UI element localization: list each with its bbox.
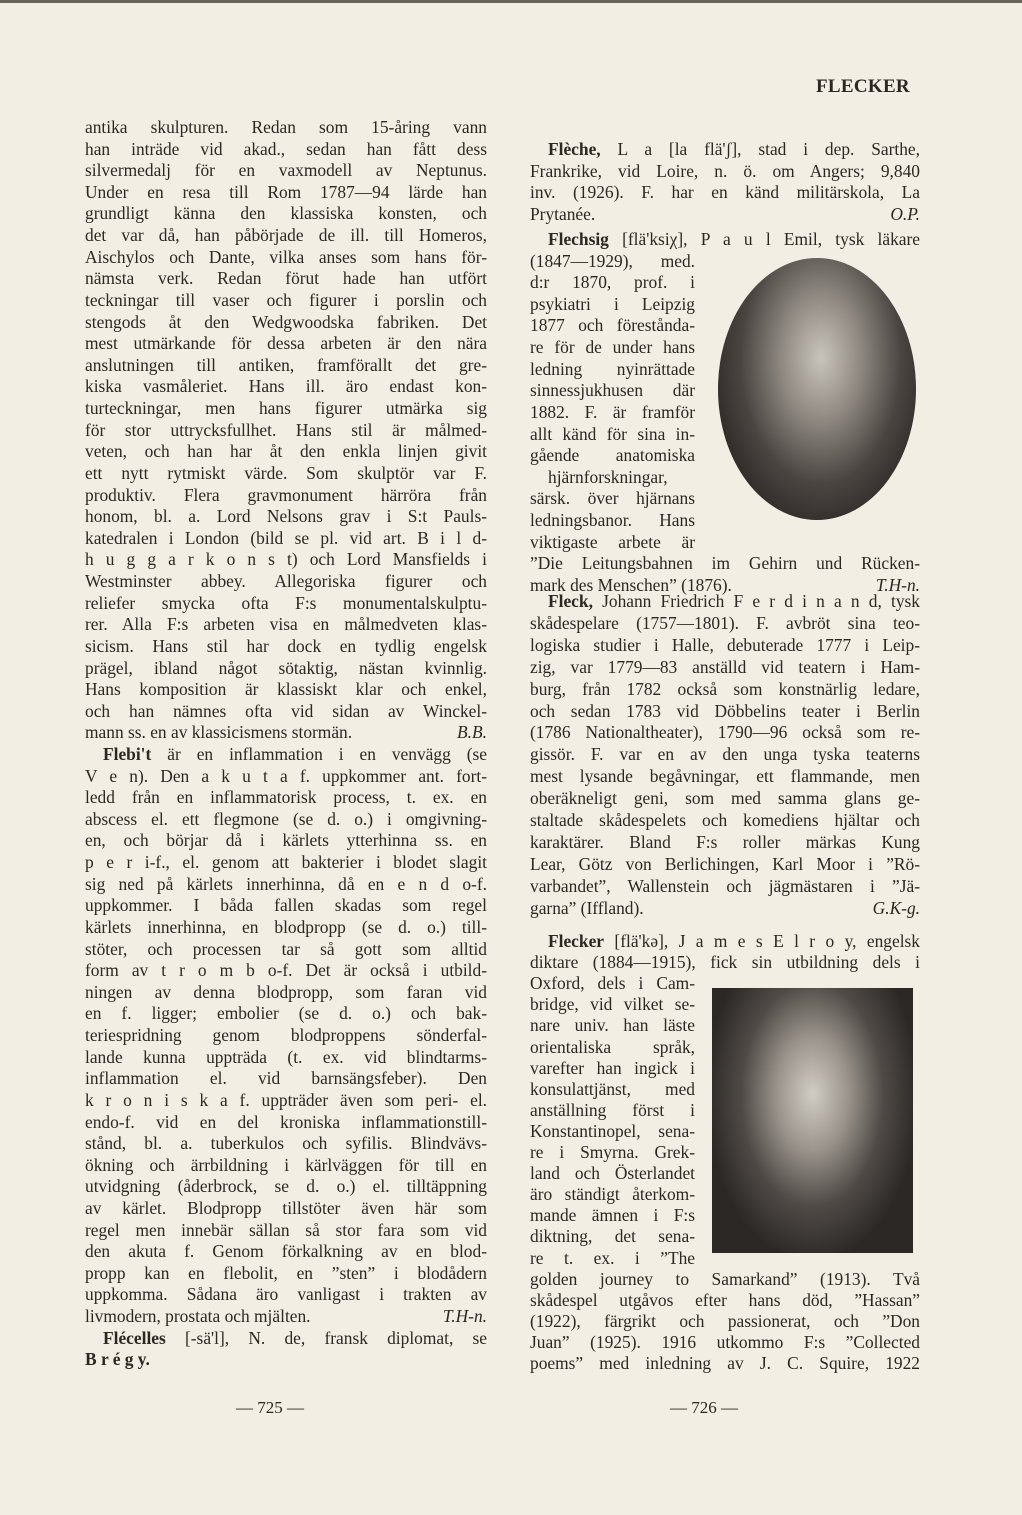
text-line bbox=[530, 553, 920, 575]
text-line bbox=[530, 251, 695, 273]
text-line bbox=[548, 591, 920, 613]
text-line bbox=[85, 701, 487, 723]
line-text: d:r 1870, prof. i bbox=[530, 272, 695, 293]
line-text: varbandet”, Wallenstein och jägmästaren i ”Jä- bbox=[530, 875, 920, 896]
line-text: katedralen i London (bild se pl. vid art. B i l d- bbox=[85, 527, 487, 548]
text-line bbox=[530, 1142, 695, 1164]
line-text: mark des Menschen” (1876). bbox=[530, 574, 732, 595]
line-text: h u g g a r k o n s t) och Lord Mansfields i bbox=[85, 549, 487, 570]
text-line bbox=[85, 917, 487, 939]
text-line bbox=[85, 376, 487, 398]
text-line bbox=[85, 485, 487, 507]
line-text: skådespelare (1757—1801). F. avbröt sina teo- bbox=[530, 612, 920, 633]
text-line bbox=[85, 182, 487, 204]
text-line bbox=[530, 445, 695, 467]
line-text: diktning, det sena- bbox=[530, 1226, 695, 1247]
text-line bbox=[85, 809, 487, 831]
author-signature: T.H-n. bbox=[442, 1306, 487, 1327]
line-text: diktare (1884—1915), fick sin utbildning dels i bbox=[530, 952, 920, 973]
text-line bbox=[548, 139, 920, 161]
line-text: särsk. över hjärnans bbox=[530, 488, 695, 509]
line-text: golden journey to Samarkand” (1913). Två bbox=[530, 1268, 920, 1289]
text-line bbox=[85, 1176, 487, 1198]
line-text: logiska studier i Halle, debuterade 1777 i Leip- bbox=[530, 634, 920, 655]
text-line bbox=[85, 636, 487, 658]
line-text: endo-f. vid en del kroniska inflammationstill- bbox=[85, 1111, 487, 1132]
line-text: veten, och han har åt den enkla linjen givit bbox=[85, 441, 487, 462]
line-text: uppkomma. Sådana äro vanligast i trakten av bbox=[85, 1284, 487, 1305]
line-text: L a [la flä'ʃ], stad i dep. Sarthe, bbox=[600, 139, 920, 159]
line-text: burg, från 1782 också som konstnärlig ledare, bbox=[530, 678, 920, 699]
line-text: kärlets innerhinna, en blodpropp (se d. o.) till- bbox=[85, 916, 487, 937]
line-text: ökning och ärrbildning i kärlväggen för till en bbox=[85, 1154, 487, 1175]
text-line bbox=[530, 679, 920, 701]
line-text: antika skulpturen. Redan som 15-åring vann bbox=[85, 117, 487, 137]
text-line bbox=[530, 1037, 695, 1059]
line-text: anslutningen till antiken, framförallt det gre- bbox=[85, 354, 487, 375]
text-line bbox=[530, 1079, 695, 1101]
text-line bbox=[530, 898, 920, 920]
text-line bbox=[85, 830, 487, 852]
line-text: skådespel utgåvos efter hans död, ”Hassan” bbox=[530, 1289, 920, 1310]
line-text: mann ss. en av klassicismens stormän. bbox=[85, 722, 353, 743]
author-signature: G.K-g. bbox=[872, 897, 920, 918]
line-text: teckningar till vaser och figurer i porslin och bbox=[85, 289, 487, 310]
text-line bbox=[85, 139, 487, 161]
line-text: form av t r o m b o-f. Det är också i utbild- bbox=[85, 960, 487, 981]
line-text: Westminster abbey. Allegoriska figurer och bbox=[85, 571, 487, 592]
line-text: viktigaste arbete är bbox=[530, 531, 695, 552]
text-line bbox=[85, 1090, 487, 1112]
text-line bbox=[530, 1353, 920, 1375]
line-text: abscess el. ett flegmone (se d. o.) i omgivning- bbox=[85, 808, 487, 829]
portrait-paul-emil-flechsig bbox=[718, 258, 916, 520]
line-text: mest utmärkande för dessa arbeten är den nära bbox=[85, 333, 487, 354]
line-text: Konstantinopel, sena- bbox=[530, 1120, 695, 1141]
line-text: re för de under hans bbox=[530, 337, 695, 358]
text-line bbox=[530, 1269, 920, 1291]
text-line bbox=[530, 1332, 920, 1354]
line-text: stengods åt den Wedgwoodska fabriken. Det bbox=[85, 311, 487, 332]
line-text: sinnessjukhusen där bbox=[530, 380, 695, 401]
text-line bbox=[85, 658, 487, 680]
line-text: stöter, och processen tar så gott som alltid bbox=[85, 938, 487, 959]
text-line bbox=[85, 268, 487, 290]
line-text: prägel, ibland något sötaktig, nästan kvinnlig. bbox=[85, 657, 487, 678]
line-text: turteckningar, men hans figurer utmärka sig bbox=[85, 398, 487, 419]
line-text: inv. (1926). F. har en känd militärskola, La bbox=[530, 182, 920, 203]
text-line bbox=[85, 247, 487, 269]
line-text: en, och börjar då i kärlets ytterhinna ss. en bbox=[85, 830, 487, 851]
line-text: varefter han ingick i bbox=[530, 1057, 695, 1078]
text-line bbox=[530, 994, 695, 1016]
line-text: hjärnforskningar, bbox=[548, 466, 668, 487]
line-text: gissör. F. var en av den unga tyska teaterns bbox=[530, 744, 920, 765]
line-text: re i Smyrna. Grek- bbox=[530, 1142, 695, 1162]
line-text: uppkommer. I båda fallen skadas som regel bbox=[85, 895, 487, 916]
text-line bbox=[530, 973, 695, 995]
line-text: 1882. F. är framför bbox=[530, 401, 695, 422]
text-line bbox=[85, 333, 487, 355]
line-text: mest lysande begåvningar, ett flammande, men bbox=[530, 766, 920, 787]
text-line bbox=[530, 1015, 695, 1037]
text-line bbox=[530, 657, 920, 679]
text-line bbox=[85, 895, 487, 917]
text-line bbox=[85, 312, 487, 334]
text-line bbox=[530, 1100, 695, 1122]
text-line bbox=[530, 810, 920, 832]
text-line bbox=[530, 204, 920, 226]
text-line bbox=[530, 1121, 695, 1143]
line-text: [flä'kə], J a m e s E l r o y, engelsk bbox=[604, 931, 920, 951]
text-line bbox=[85, 787, 487, 809]
text-line bbox=[85, 1263, 487, 1285]
entry-headword: Flécelles bbox=[103, 1327, 166, 1348]
text-line bbox=[85, 1198, 487, 1220]
line-text: ledd från en inflammatorisk process, t. ex. en bbox=[85, 787, 487, 808]
text-line bbox=[85, 1349, 487, 1371]
line-text: staltade skådespelets och komediens hjältar och bbox=[530, 810, 920, 830]
text-line bbox=[85, 203, 487, 225]
line-text: psykiatri i Leipzig bbox=[530, 293, 695, 314]
text-line bbox=[85, 506, 487, 528]
text-line bbox=[548, 229, 920, 251]
text-line bbox=[85, 441, 487, 463]
text-line bbox=[103, 1328, 487, 1350]
line-text: rer. Alla F:s arbeten visa en målmedveten klas- bbox=[85, 614, 487, 635]
line-text: (1847—1929), med. bbox=[530, 250, 695, 271]
line-text: nare univ. han läste bbox=[530, 1015, 695, 1036]
line-text: allt känd för sina in- bbox=[530, 423, 695, 444]
line-text: oberäkneligt geni, som med samma glans ge- bbox=[530, 788, 920, 809]
line-text: sig ned på kärlets innerhinna, då en e n d o-f. bbox=[85, 873, 487, 894]
line-text: sicism. Hans stil har dock en tydlig engelsk bbox=[85, 635, 487, 656]
line-text: honom, bl. a. Lord Nelsons grav i S:t Pauls- bbox=[85, 506, 487, 527]
text-line bbox=[85, 571, 487, 593]
text-line bbox=[85, 420, 487, 442]
text-line bbox=[530, 701, 920, 723]
running-head: FLECKER bbox=[816, 76, 910, 97]
line-text: bridge, vid vilket se- bbox=[530, 994, 695, 1015]
line-text: ett nytt rytmiskt värde. Som skulptör var F. bbox=[85, 462, 487, 483]
line-text: äro ständigt återkom- bbox=[530, 1184, 695, 1205]
line-text: poems” med inledning av J. C. Squire, 1922 bbox=[530, 1353, 920, 1373]
line-text: zig, var 1779—83 anställd vid teatern i Ham- bbox=[530, 656, 920, 677]
line-text: Oxford, dels i Cam- bbox=[530, 973, 695, 994]
line-text: Juan” (1925). 1916 utkommo F:s ”Collected bbox=[530, 1331, 920, 1352]
text-line bbox=[530, 1205, 695, 1227]
text-line bbox=[530, 832, 920, 854]
text-line bbox=[530, 1290, 920, 1312]
line-text: ledningsbanor. Hans bbox=[530, 510, 695, 531]
text-line bbox=[530, 1058, 695, 1080]
text-line bbox=[85, 117, 487, 139]
text-line bbox=[85, 1155, 487, 1177]
line-text: ”Die Leitungsbahnen im Gehirn und Rücken- bbox=[530, 553, 920, 574]
text-line bbox=[85, 1068, 487, 1090]
author-signature: B.B. bbox=[457, 722, 487, 743]
text-line bbox=[85, 874, 487, 896]
line-text: [flä'ksiχ], P a u l Emil, tysk läkare bbox=[608, 229, 920, 249]
line-text: konsulattjänst, med bbox=[530, 1078, 695, 1099]
line-text: Frankrike, vid Loire, n. ö. om Angers; 9,840 bbox=[530, 160, 920, 181]
text-line bbox=[85, 593, 487, 615]
text-line bbox=[530, 766, 920, 788]
entry-headword: Fleck, bbox=[548, 591, 593, 611]
text-line bbox=[85, 1025, 487, 1047]
line-text: V e n). Den a k u t a f. uppkommer ant. fort- bbox=[85, 765, 487, 786]
text-line bbox=[530, 1311, 920, 1333]
text-line bbox=[85, 1284, 487, 1306]
text-line bbox=[85, 1003, 487, 1025]
line-text: kiska vasmåleriet. Hans ill. äro endast kon- bbox=[85, 376, 487, 397]
line-text: Lear, Götz von Berlichingen, Karl Moor i ”Rö- bbox=[530, 853, 920, 874]
author-signature: O.P. bbox=[890, 203, 920, 224]
line-text: teriespridning genom blodproppens sönderfal- bbox=[85, 1025, 487, 1046]
text-line bbox=[530, 635, 920, 657]
line-text: lande kunna uppträda (t. ex. vid blindtarms- bbox=[85, 1046, 487, 1067]
text-line bbox=[530, 182, 920, 204]
text-line bbox=[530, 788, 920, 810]
text-line bbox=[548, 467, 695, 489]
text-line bbox=[85, 1220, 487, 1242]
text-line bbox=[530, 294, 695, 316]
entry-headword: Flebi't bbox=[103, 743, 152, 764]
text-line bbox=[85, 355, 487, 377]
text-line bbox=[85, 549, 487, 571]
page-number-left: — 725 — bbox=[236, 1398, 304, 1417]
line-text: Under en resa till Rom 1787—94 lärde han bbox=[85, 181, 487, 202]
line-text: Hans komposition är klassiskt klar och enkel, bbox=[85, 679, 487, 700]
text-line bbox=[530, 1163, 695, 1185]
line-text: och sedan 1783 vid Döbbelins teater i Berlin bbox=[530, 700, 920, 721]
text-line bbox=[85, 528, 487, 550]
line-text: propp kan en flebolit, en ”sten” i blodådern bbox=[85, 1262, 487, 1283]
line-text: regel men innebär sällan så stor fara som vid bbox=[85, 1219, 487, 1240]
line-text: garna” (Iffland). bbox=[530, 897, 644, 918]
author-signature: T.H-n. bbox=[875, 574, 920, 595]
text-line bbox=[85, 160, 487, 182]
line-text: ledning nyinrättade bbox=[530, 358, 695, 379]
line-text: grundligt känna den klassiska konsten, och bbox=[85, 203, 487, 224]
line-text: (1786 Nationaltheater), 1790—96 också som re- bbox=[530, 722, 920, 743]
text-line bbox=[530, 952, 920, 974]
line-text: nämsta verk. Redan förut hade han utfört bbox=[85, 268, 487, 289]
text-line bbox=[85, 722, 487, 744]
text-line bbox=[530, 876, 920, 898]
line-text: av kärlet. Blodpropp tillstöter även här som bbox=[85, 1198, 487, 1218]
text-line bbox=[530, 532, 695, 554]
text-line bbox=[85, 1047, 487, 1069]
line-text: det var då, han påbörjade de ill. till Homeros, bbox=[85, 225, 487, 246]
line-text: produktiv. Flera gravmonument härröra från bbox=[85, 484, 487, 505]
text-line bbox=[85, 614, 487, 636]
text-line bbox=[85, 939, 487, 961]
line-text: ningen av denna blodpropp, som faran vid bbox=[85, 981, 487, 1002]
line-text: för stor uttrycksfullhet. Hans stil är målmed- bbox=[85, 419, 487, 440]
text-line bbox=[530, 510, 695, 532]
text-line bbox=[530, 272, 695, 294]
text-line bbox=[530, 854, 920, 876]
page-number-right: — 726 — bbox=[670, 1398, 738, 1417]
line-text: mande ämnen i F:s bbox=[530, 1205, 695, 1226]
line-text: reliefer smycka ofta F:s monumentalskulptu- bbox=[85, 592, 487, 613]
line-text: orientaliska språk, bbox=[530, 1036, 695, 1057]
entry-headword: B r é g y. bbox=[85, 1349, 150, 1370]
line-text: k r o n i s k a f. uppträder även som peri- el. bbox=[85, 1089, 487, 1110]
scan-edge bbox=[0, 0, 1022, 3]
text-line bbox=[530, 337, 695, 359]
entry-headword: Flechsig bbox=[548, 229, 609, 249]
text-line bbox=[85, 290, 487, 312]
line-text: är en inflammation i en venvägg (se bbox=[151, 743, 487, 764]
text-line bbox=[530, 315, 695, 337]
text-line bbox=[85, 398, 487, 420]
line-text: silvermedalj för en vaxmodell av Neptunus. bbox=[85, 160, 487, 181]
line-text: den akuta f. Genom förkalkning av en blod- bbox=[85, 1241, 487, 1262]
text-line bbox=[530, 359, 695, 381]
entry-headword: Flèche, bbox=[548, 139, 601, 159]
text-line bbox=[85, 852, 487, 874]
text-line bbox=[530, 161, 920, 183]
text-line bbox=[85, 1133, 487, 1155]
text-line bbox=[530, 380, 695, 402]
text-line bbox=[103, 744, 487, 766]
entry-headword: Flecker bbox=[548, 931, 605, 951]
line-text: inflammation el. vid barnsängsfeber). Den bbox=[85, 1068, 487, 1089]
line-text: gående anatomiska bbox=[530, 445, 695, 466]
text-line bbox=[85, 679, 487, 701]
line-text: utvidgning (åderbrock, se d. o.) el. tilltäppning bbox=[85, 1176, 487, 1197]
line-text: [-sä'l], N. de, fransk diplomat, se bbox=[165, 1327, 487, 1348]
line-text: land och Österlandet bbox=[530, 1163, 695, 1184]
line-text: en f. ligger; embolier (se d. o.) och bak- bbox=[85, 1003, 487, 1024]
line-text: (1922), färgrikt och passionerat, och ”Don bbox=[530, 1310, 920, 1331]
text-line bbox=[530, 1184, 695, 1206]
line-text: han inträde vid akad., sedan han fått dess bbox=[85, 138, 487, 159]
text-line bbox=[85, 1112, 487, 1134]
portrait-james-elroy-flecker bbox=[712, 988, 913, 1253]
text-line bbox=[548, 931, 920, 953]
text-line bbox=[530, 722, 920, 744]
text-line bbox=[85, 766, 487, 788]
text-line bbox=[530, 402, 695, 424]
line-text: re t. ex. i ”The bbox=[530, 1247, 695, 1268]
line-text: livmodern, prostata och mjälten. bbox=[85, 1306, 311, 1327]
text-line bbox=[530, 613, 920, 635]
line-text: Prytanée. bbox=[530, 203, 596, 224]
line-text: Johann Friedrich F e r d i n a n d, tysk bbox=[592, 591, 920, 611]
line-text: stånd, bl. a. tuberkulos och syfilis. Blindvävs- bbox=[85, 1133, 487, 1154]
text-line bbox=[530, 488, 695, 510]
text-line bbox=[85, 463, 487, 485]
line-text: p e r i-f., el. genom att bakterier i blodet slagit bbox=[85, 852, 487, 873]
text-line bbox=[85, 982, 487, 1004]
text-line bbox=[85, 960, 487, 982]
line-text: 1877 och förestånda- bbox=[530, 315, 695, 336]
text-line bbox=[530, 1226, 695, 1248]
text-line bbox=[85, 1306, 487, 1328]
text-line bbox=[530, 744, 920, 766]
line-text: Aischylos och Dante, vilka anses som hans för- bbox=[85, 246, 487, 267]
text-line bbox=[530, 1248, 695, 1270]
text-line bbox=[530, 424, 695, 446]
line-text: anställning först i bbox=[530, 1099, 695, 1120]
text-line bbox=[85, 225, 487, 247]
line-text: och han nämnes ofta vid sidan av Winckel- bbox=[85, 700, 487, 721]
line-text: karaktärer. Bland F:s roller märkas Kung bbox=[530, 831, 920, 852]
text-line bbox=[85, 1241, 487, 1263]
